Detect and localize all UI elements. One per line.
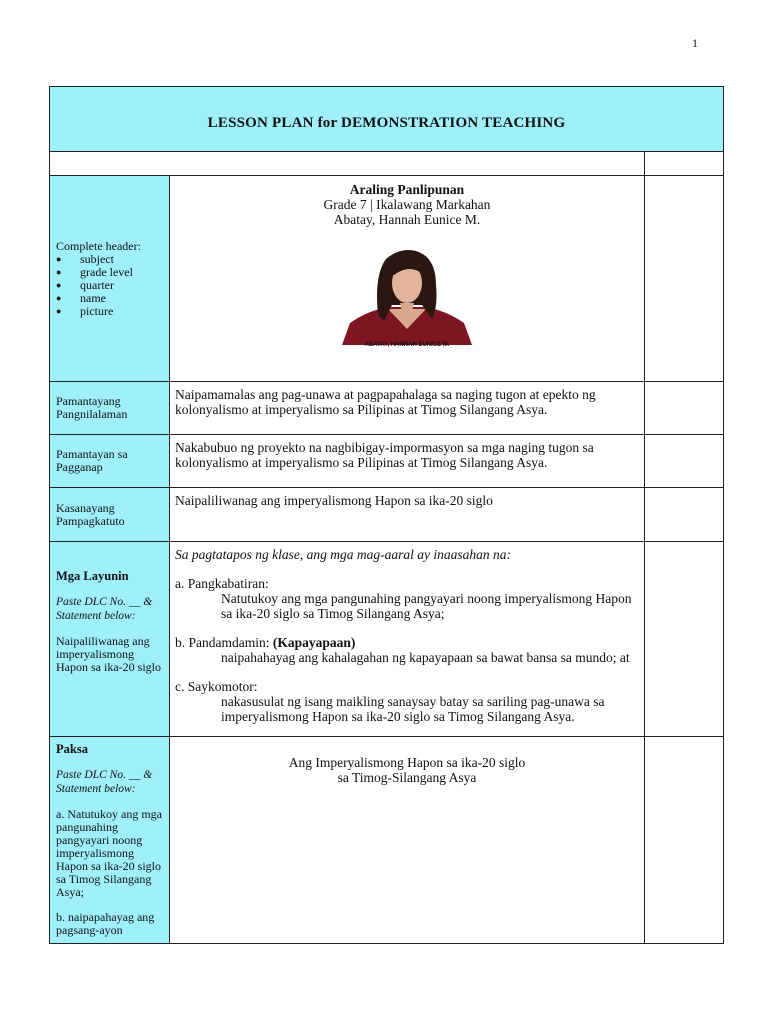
header-label-cell [50, 176, 170, 382]
objectives-content-cell [170, 542, 645, 737]
objective-c-title: c. Saykomotor: [175, 679, 258, 694]
list-item: ● grade level [80, 266, 163, 279]
empty-row [50, 152, 645, 176]
objective-c-text: nakasusulat ng isang maikling sanaysay batay sa sariling pag-unawa sa imperyalismong Hapon sa ika-20 siglo sa Timog Silangang Asya. [221, 694, 605, 724]
remarks-cell [645, 435, 724, 488]
topic-item-b: b. naipapahayag ang pagsang-ayon [56, 910, 155, 937]
objectives-label-cell [50, 542, 170, 737]
list-item: ● picture [80, 305, 163, 318]
portrait-icon [340, 245, 474, 345]
performance-standard-text: Nakabubuo ng proyekto na nagbibigay-impormasyon sa mga naging tugon sa kolonyalismo at imperyalismo sa Pilipinas at Timog Silangang Asya. [170, 435, 645, 488]
topic-content-cell [170, 737, 645, 944]
page-number: 1 [692, 36, 698, 50]
list-item: ● subject [80, 253, 163, 266]
topic-title-line2: sa Timog-Silangang Asya [337, 770, 477, 785]
competency-text: Naipaliliwanag ang imperyalismong Hapon sa ika-20 siglo [170, 488, 645, 542]
objective-a-title: a. Pangkabatiran: [175, 576, 269, 591]
title-cell [50, 87, 724, 152]
topic-label: Paksa [56, 742, 88, 756]
header-content-cell [170, 176, 645, 382]
remarks-cell [645, 488, 724, 542]
header-label: Complete header: [56, 238, 141, 253]
topic-paste-note: Paste DLC No. __ & Statement below: [56, 769, 153, 795]
lesson-plan-table [49, 86, 724, 944]
header-checklist [56, 253, 163, 318]
objectives-dlc: Naipaliliwanag ang imperyalismong Hapon sa ika-20 siglo [56, 634, 161, 674]
topic-item-a: a. Natutukoy ang mga pangunahing pangyayari noong imperyalismong Hapon sa ika-20 siglo sa Timog Silangang Asya; [56, 807, 162, 899]
remarks-cell [645, 737, 724, 944]
objective-a-text: Natutukoy ang mga pangunahing pangyayari noong imperyalismong Hapon sa ika-20 siglo sa Timog Silangang Asya; [221, 591, 632, 621]
objective-b-title: b. Pandamdamin: [175, 635, 270, 650]
teacher-photo [340, 245, 474, 353]
empty-remarks-cell [645, 152, 724, 176]
content-standard-label: Pamantayang Pangnilalaman [50, 382, 170, 435]
objective-b-value: (Kapayapaan) [272, 635, 356, 650]
content-standard-text: Naipamamalas ang pag-unawa at pagpapahalaga sa naging tugon at epekto ng kolonyalismo at imperyalismo sa Pilipinas at Timog Silangang Asya. [170, 382, 645, 435]
remarks-cell [645, 176, 724, 382]
competency-label: Kasanayang Pampagkatuto [50, 488, 170, 542]
remarks-cell [645, 382, 724, 435]
objectives-paste-note: Paste DLC No. __ & Statement below: [56, 596, 153, 622]
topic-label-cell [50, 737, 170, 944]
objective-b-heading [175, 635, 639, 650]
list-item: ● name [80, 292, 163, 305]
grade-text: Grade 7 | Ikalawang Markahan [323, 197, 491, 212]
remarks-cell [645, 542, 724, 737]
objectives-intro: Sa pagtatapos ng klase, ang mga mag-aaral ay inaasahan na: [175, 547, 511, 562]
topic-title-line1: Ang Imperyalismong Hapon sa ika-20 siglo [288, 755, 526, 770]
photo-caption: ABATAY, HANNAH EUNICE M. [364, 342, 450, 348]
objectives-label: Mga Layunin [56, 569, 129, 583]
performance-standard-label: Pamantayan sa Pagganap [50, 435, 170, 488]
list-item: ● quarter [80, 279, 163, 292]
objective-b-text: naipahahayag ang kahalagahan ng kapayapaan sa bawat bansa sa mundo; at [221, 650, 630, 665]
teacher-name: Abatay, Hannah Eunice M. [333, 212, 481, 227]
subject-text: Araling Panlipunan [349, 182, 465, 197]
page-title: LESSON PLAN for DEMONSTRATION TEACHING [207, 114, 566, 131]
